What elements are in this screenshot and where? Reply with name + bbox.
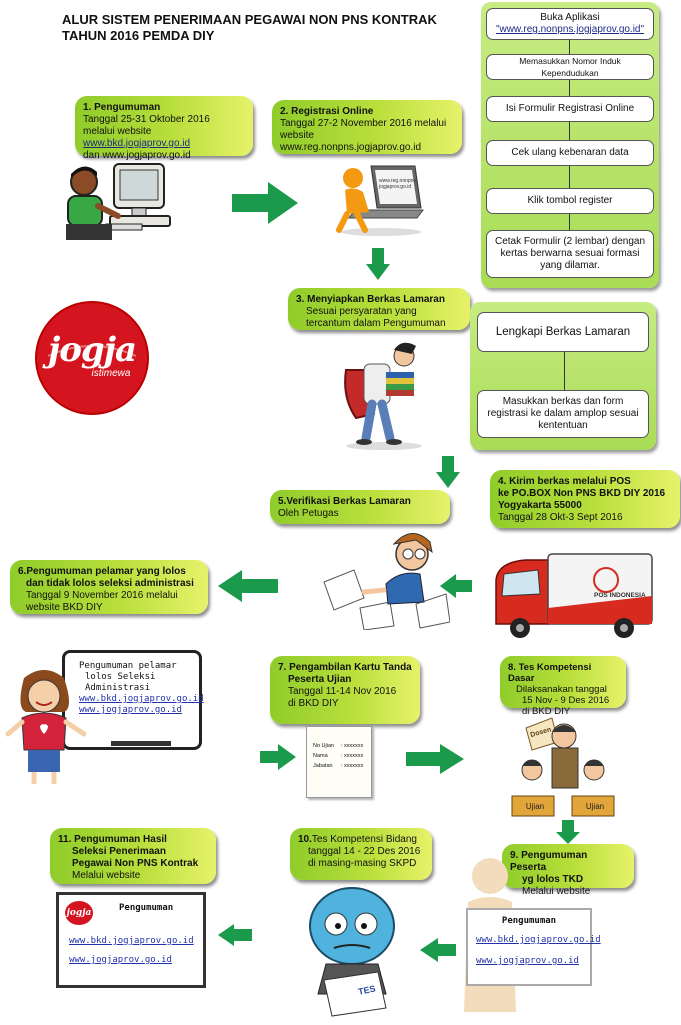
step-11-heading: Pengumuman Hasil [74,834,167,845]
pos-indonesia-truck [490,550,654,638]
reg-connector [569,122,570,140]
board-admin-link-1: www.bkd.jogjaprov.go.id [79,694,204,704]
step-3-box [288,288,470,330]
step-7-number: 7. [278,662,287,673]
reg-step-print [486,230,654,278]
step-9-heading-2: yg lolos TKD [522,874,584,885]
step-8-box [500,656,626,717]
berkas-step-complete-label: Lengkapi Berkas Lamaran [495,326,631,338]
teacher-illustration [4,668,86,786]
board-admin-line-2: lolos Seleksi [85,672,156,682]
berkas-step-complete [477,312,649,352]
step-9-number: 9. [510,850,519,861]
arrow-left [420,938,456,962]
board-final-link-2: www.jogjaprov.go.id [69,955,172,965]
exam-card [306,726,372,798]
step-2-heading: Registrasi Online [291,106,374,117]
step-8-heading: Tes Kompetensi Dasar [508,662,592,684]
step-1-link: www.bkd.jogjaprov.go.id [83,138,191,149]
step-11-heading-3: Pegawai Non PNS Kontrak [72,858,199,869]
step-10-box [290,828,432,880]
step-5-line-1: Oleh Petugas [278,508,339,519]
laptop-figure-illustration [335,160,425,236]
board-final-link-1: www.bkd.jogjaprov.go.id [69,936,194,946]
card-row-2-value: : xxxxxxx [341,753,364,759]
step-8-number: 8. [508,662,516,673]
arrow-left [440,574,472,598]
reg-connector [569,166,570,188]
step-1-extra: dan www.jogjaprov.go.id [83,150,191,161]
board-tkd-link-1: www.bkd.jogjaprov.go.id [476,935,601,945]
step-11-box [50,828,216,884]
step-7-place: di BKD DIY [288,698,339,709]
announcement-board-final [56,892,206,988]
step-6-line-2: Tanggal 9 November 2016 melalui [26,590,178,601]
arrow-down [556,820,580,844]
step-6-box [10,560,208,614]
small-jogja-logo: jogja [65,901,93,925]
exam-scene-illustration [508,712,618,820]
card-row-1 [313,741,367,751]
step-1-number: 1. [83,102,92,113]
step-7-heading: Pengambilan Kartu Tanda [289,662,412,673]
board-admin-line-3: Administrasi [85,683,151,693]
step-8-place: di BKD DIY [522,706,571,717]
card-row-2 [313,751,367,761]
board-final-title: Pengumuman [119,903,174,913]
test-paper-label: TES [357,983,377,997]
berkas-step-envelope [477,390,649,438]
exam-desk-left-label: Ujian [525,802,545,811]
arrow-left [218,924,252,946]
step-6-heading: Pengumuman pelamar yang lolos [26,566,186,577]
step-9-line-1: Melalui website [522,886,591,897]
step-5-heading: Verifikasi Berkas Lamaran [286,496,411,507]
officer-verifying-illustration [320,526,450,630]
step-5-number: 5. [278,496,287,507]
step-1-heading: Pengumuman [94,102,161,113]
step-4-date: Tanggal 28 Okt-3 Sept 2016 [498,512,623,523]
reg-step-register-label: Klik tombol register [527,195,613,206]
step-10-place: di masing-masing SKPD [308,858,417,869]
step-1-date: Tanggal 25-31 Oktober 2016 [83,114,210,125]
arrow-down [436,456,460,488]
arrow-right [232,182,298,224]
step-11-number: 11. [58,834,72,845]
step-5-box [270,490,450,524]
arrow-left [218,570,278,602]
announcement-board-tkd [466,908,601,986]
reg-step-nik-label: Memasukkan Nomor Induk Kependudukan [519,56,621,78]
step-3-line-2: tercantum dalam Pengumuman [306,318,446,329]
step-4-number: 4. [498,476,507,487]
reg-step-nik [486,54,654,80]
student-with-books-illustration [338,334,430,450]
reg-connector [569,80,570,96]
reg-step-register [486,188,654,214]
board-admin-link-2: www.jogjaprov.go.id [79,705,182,715]
logo-istimewa-text: istimewa [91,368,131,379]
step-3-line-1: Sesuai persyaratan yang [306,306,417,317]
step-11-heading-2: Seleksi Penerimaan [72,846,166,857]
reg-step-open-app [486,8,654,40]
card-row-3-label: Jabatan [313,763,333,769]
step-4-city: Yogyakarta 55000 [498,500,582,511]
logo-jogja-text: jogja [47,330,137,370]
step-10-number: 10. [298,834,312,845]
reg-step-print-label: Cetak Formulir (2 lembar) dengan kertas berwarna sesuai formasi yang dilamar. [494,236,646,271]
card-row-1-label: No Ujian [313,743,335,749]
jogja-istimewa-logo [32,298,152,418]
reg-connector [569,214,570,230]
reg-step-form-label: Isi Formulir Registrasi Online [505,103,635,114]
title-line-1: ALUR SISTEM PENERIMAAN PEGAWAI NON PNS KONTRAK [62,12,437,27]
step-2-website: website www.reg.nonpns.jogjaprov.go.id [280,130,422,153]
laptop-screen-line-1: www.reg.nonpns. [379,178,418,184]
step-2-box [272,100,462,154]
step-10-date: tanggal 14 - 22 Des 2016 [308,846,421,857]
student-test-illustration [296,884,408,1018]
board-tray [111,741,171,746]
laptop-screen-line-2: jogjaprov.go.id [379,184,412,190]
boy-at-computer-illustration [62,158,174,242]
step-7-date: Tanggal 11-14 Nov 2016 [288,686,397,697]
berkas-step-envelope-label: Masukkan berkas dan form registrasi ke dalam amplop sesuai kententuan [487,396,639,431]
board-tkd-title: Pengumuman [501,916,557,926]
step-11-line-1: Melalui website [72,870,141,881]
page-title [62,12,462,44]
step-1-via: melalui website [83,126,152,137]
step-9-heading: Pengumuman Peserta [510,850,588,873]
step-7-heading-2: Peserta Ujian [288,674,352,685]
board-admin-line-1: Pengumuman pelamar [79,661,177,671]
step-4-box [490,470,680,528]
step-4-pobox: ke PO.BOX Non PNS BKD DIY 2016 [498,488,666,499]
step-8-line-1: Dilaksanakan tanggal [516,684,607,695]
step-6-number: 6. [18,566,27,577]
step-2-number: 2. [280,106,289,117]
reg-step-check [486,140,654,166]
laptop-screen-text [379,178,418,190]
reg-step-open-app-link: "www.reg.nonpns.jogjaprov.go.id" [495,24,645,35]
step-3-number: 3. [296,294,305,305]
step-3-heading: Menyiapkan Berkas Lamaran [307,294,445,305]
step-4-heading: Kirim berkas melalui POS [509,476,631,487]
title-line-2: TAHUN 2016 PEMDA DIY [62,28,215,43]
arrow-down [366,248,390,280]
reg-step-open-app-label: Buka Aplikasi [540,12,600,23]
card-row-1-value: : xxxxxxx [341,743,364,749]
exam-sign-text: Dosen [529,726,553,739]
reg-step-form [486,96,654,122]
step-6-line-1: dan tidak lolos seleksi administrasi [26,578,194,589]
card-row-3-value: : xxxxxxx [341,763,364,769]
board-tkd-link-2: www.jogjaprov.go.id [476,956,579,966]
reg-step-check-label: Cek ulang kebenaran data [511,147,629,158]
step-6-line-3: website BKD DIY [26,602,103,613]
exam-desk-right-label: Ujian [585,802,605,811]
arrow-right [260,744,296,770]
card-row-2-label: Nama [313,753,328,759]
reg-connector [569,40,570,54]
step-8-date: 15 Nov - 9 Des 2016 [522,695,610,706]
step-10-line-1: Tes Kompetensi Bidang [311,834,417,845]
truck-brand-text: POS INDONESIA [594,592,646,599]
step-1-box [75,96,253,161]
step-7-box [270,656,420,724]
step-2-date: Tanggal 27-2 November 2016 melalui [280,118,447,129]
berkas-connector [564,352,565,390]
card-row-3 [313,761,367,771]
arrow-right [406,744,464,774]
